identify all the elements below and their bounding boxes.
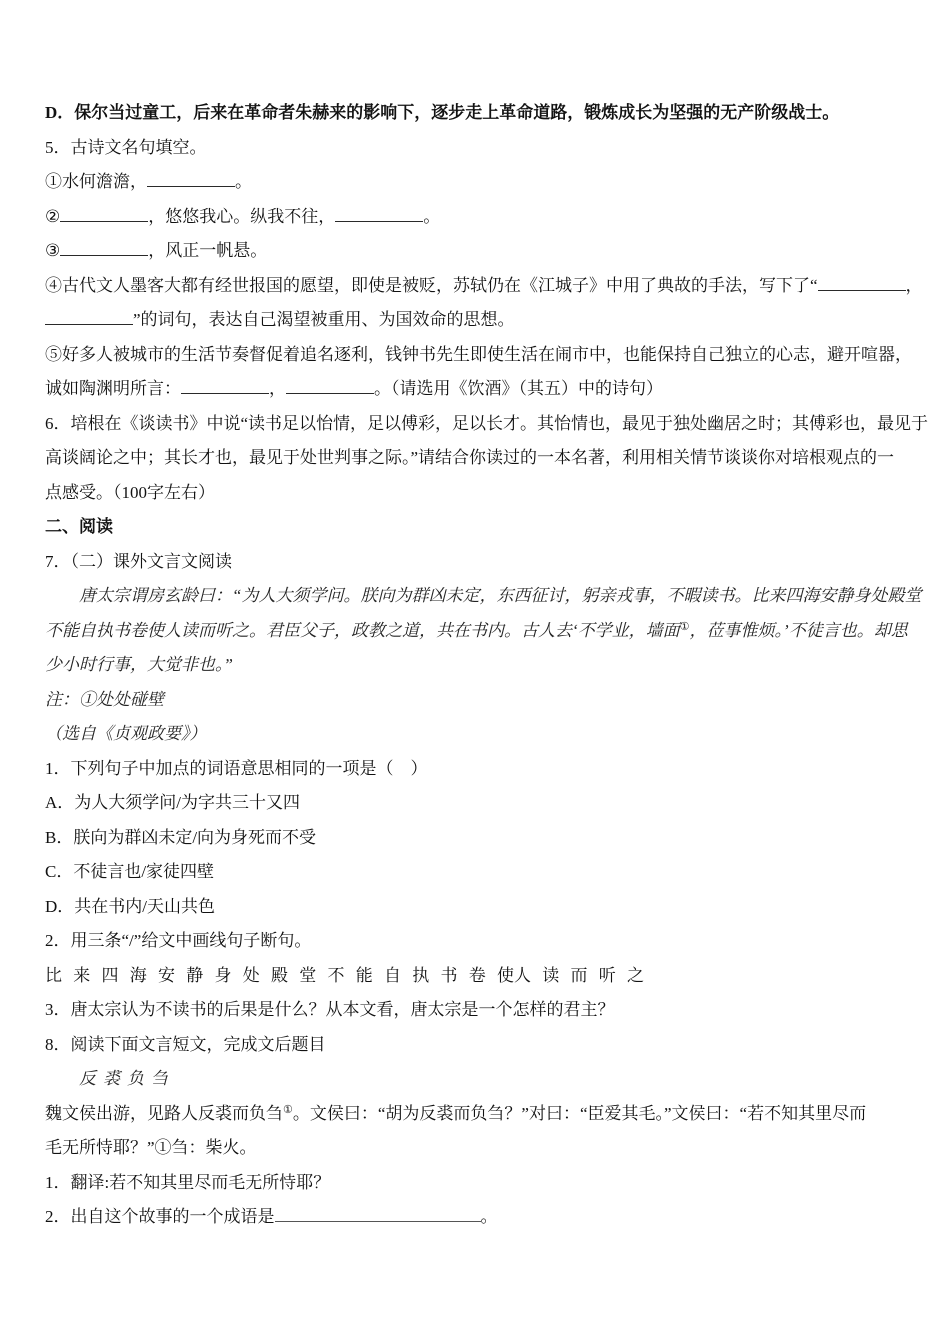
question-8-stem-text: 8．阅读下面文言短文，完成文后题目	[45, 1034, 326, 1054]
question-7-sub-1-option-d	[45, 890, 906, 925]
section-2-heading-text: 二、阅读	[45, 517, 113, 536]
question-6-line-2	[45, 441, 906, 476]
question-5-item-4-line-1	[45, 269, 923, 304]
question-5-item-3	[45, 234, 906, 269]
passage-text: 毛无所恃耶？”①刍：柴火。	[45, 1138, 257, 1157]
question-8-stem	[45, 1028, 906, 1063]
option-b-text: B．朕向为群凶未定/向为身死而不受	[45, 827, 317, 847]
footnote-marker-1: ①	[679, 620, 690, 633]
sub-question-text: 2．用三条“/”给文中画线句子断句。	[45, 931, 312, 950]
question-7-sub-2-sentence	[45, 959, 906, 994]
question-5-stem-text: 5．古诗文名句填空。	[45, 137, 207, 157]
sub-question-text: 2．出自这个故事的一个成语是	[45, 1207, 275, 1226]
option-a-text: A．为人大须学问/为字共三十又四	[45, 793, 300, 812]
question-5-item-2	[45, 200, 906, 235]
question-7-sub-1	[45, 752, 906, 787]
item-4-comma: ，	[905, 275, 923, 295]
question-7-passage-line-3	[45, 648, 906, 683]
option-d-text: D．共在书内/天山共色	[45, 896, 215, 916]
question-8-passage-line-1	[45, 1097, 906, 1132]
passage-title-text: 反裘负刍	[79, 1069, 175, 1088]
fill-in-blank	[147, 171, 235, 187]
choice-option-d	[45, 96, 906, 131]
passage-text: 魏文侯出游，见路人反裘而负刍	[45, 1103, 283, 1123]
passage-text: 少小时行事，大觉非也。”	[45, 655, 233, 674]
passage-text: 唐太宗谓房玄龄曰：“为人大须学问。朕向为群凶未定，东西征讨，躬亲戎事，不暇读书。比来四海安静身处殿堂	[79, 586, 922, 605]
fill-in-blank-long	[275, 1206, 481, 1222]
question-7-sub-1-option-b	[45, 821, 906, 856]
question-6-text-1: 6．培根在《谈读书》中说“读书足以怡情，足以傅彩，足以长才。其怡情也，最见于独处幽居之时；其傅彩也，最见于	[45, 413, 929, 433]
question-7-sub-1-option-a	[45, 786, 906, 821]
question-6-text-3: 点感受。（100字左右）	[45, 482, 215, 502]
question-5-item-5-line-1	[45, 338, 912, 373]
fill-in-blank	[335, 206, 423, 222]
footnote-marker-2: ①	[283, 1103, 293, 1116]
question-7-sub-2	[45, 924, 906, 959]
item-3-text: ，风正一帆悬。	[148, 241, 268, 260]
fill-in-blank	[60, 206, 148, 222]
option-c-text: C．不徒言也/家徒四壁	[45, 862, 215, 881]
section-2-heading	[45, 510, 906, 545]
question-6-line-1	[45, 407, 929, 442]
question-7-source	[45, 717, 906, 752]
question-5-item-1	[45, 165, 906, 200]
fill-in-blank	[45, 309, 133, 325]
item-4-text-cont: ”的词句，表达自己渴望被重用、为国效命的思想。	[133, 310, 515, 329]
question-7-passage-line-2	[45, 614, 906, 649]
passage-text: 。文侯曰：“胡为反裘而负刍？”对曰：“臣爱其毛。”文侯曰：“若不知其里尽而	[292, 1103, 867, 1123]
item-5-text: ⑤好多人被城市的生活节奏督促着追名逐利，钱钟书先生即使生活在闹市中，也能保持自己独立的心志，避开喧器，	[45, 344, 912, 364]
fill-in-blank	[286, 378, 374, 394]
passage-text: ，莅事惟烦。’不徒言也。却思	[689, 620, 908, 640]
item-1-text: ①水何澹澹，	[45, 172, 147, 191]
item-2-text: ，悠悠我心。纵我不往，	[148, 206, 336, 226]
question-6-line-3	[45, 476, 906, 511]
question-7-sub-3	[45, 993, 906, 1028]
question-8-sub-2	[45, 1200, 906, 1235]
question-5-item-5-line-2	[45, 372, 906, 407]
item-1-period: 。	[235, 172, 252, 191]
punctuation-sentence-text: 比 来 四 海 安 静 身 处 殿 堂 不 能 自 执 书 卷 使人 读 而 听 之	[45, 965, 644, 985]
question-7-stem	[45, 545, 906, 580]
question-8-passage-line-2	[45, 1131, 906, 1166]
item-5-text-cont: 诚如陶渊明所言：	[45, 379, 181, 398]
item-2-period: 。	[423, 206, 441, 226]
item-4-text: ④古代文人墨客大都有经世报国的愿望，即使是被贬，苏轼仍在《江城子》中用了典故的手法，写下了“	[45, 275, 818, 295]
question-7-sub-1-option-c	[45, 855, 906, 890]
sub-question-text: 3．唐太宗认为不读书的后果是什么？从本文看，唐太宗是一个怎样的君主？	[45, 1000, 615, 1019]
item-5-note: 。（请选用《饮酒》（其五）中的诗句）	[374, 379, 663, 398]
sub-question-period: 。	[480, 1207, 498, 1226]
question-8-passage-title	[45, 1062, 906, 1097]
question-5-stem	[45, 131, 906, 166]
sub-question-text: 1．下列句子中加点的词语意思相同的一项是（ ）	[45, 758, 428, 778]
item-5-comma: ，	[269, 379, 286, 398]
passage-text: 不能自执书卷使人读而听之。君臣父子，政教之道，共在书内。古人去‘不学业，墙面	[45, 620, 680, 640]
question-5-item-4-line-2	[45, 303, 906, 338]
fill-in-blank	[818, 275, 906, 291]
fill-in-blank	[60, 240, 148, 256]
question-7-passage-line-1	[45, 579, 922, 614]
question-6-text-2: 高谈阔论之中；其长才也，最见于处世判事之际。”请结合你读过的一本名著，利用相关情节谈谈你对培根观点的一	[45, 448, 895, 467]
source-text: （选自《贞观政要》）	[45, 724, 207, 743]
question-7-stem-text: 7．（二）课外文言文阅读	[45, 551, 232, 571]
question-7-footnote	[45, 683, 906, 718]
fill-in-blank	[181, 378, 269, 394]
exam-content	[45, 96, 929, 1235]
footnote-text: 注：①处处碰壁	[45, 689, 164, 709]
choice-option-d-text: D．保尔当过童工，后来在革命者朱赫来的影响下，逐步走上革命道路，锻炼成长为坚强的无产阶级战士。	[45, 103, 840, 122]
sub-question-text: 1．翻译:若不知其里尽而毛无所恃耶？	[45, 1172, 331, 1192]
item-2-number: ②	[45, 206, 61, 226]
item-3-number: ③	[45, 241, 61, 260]
question-8-sub-1	[45, 1166, 906, 1201]
